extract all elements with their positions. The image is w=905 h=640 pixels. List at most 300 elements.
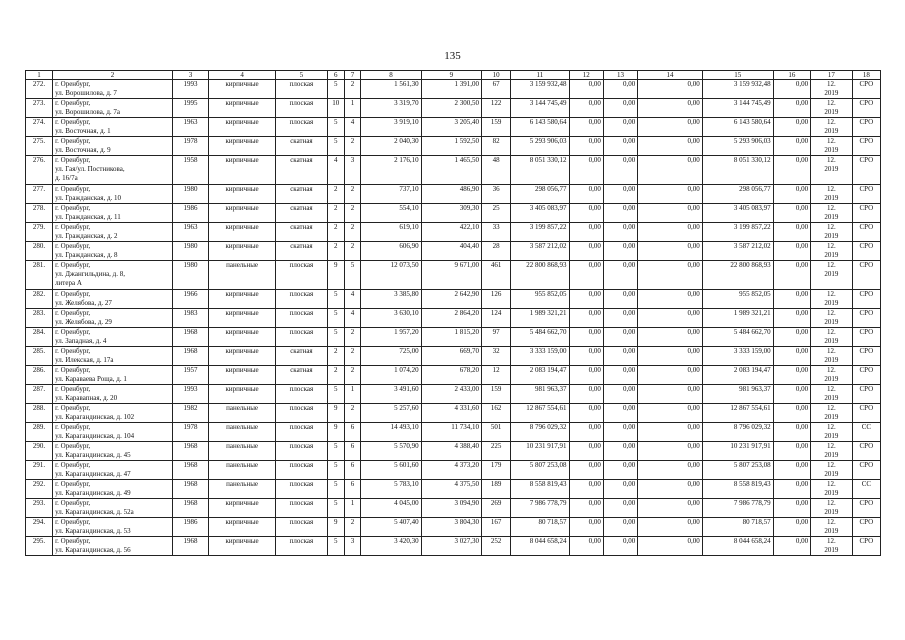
cell-total-cost: 5 807 253,08	[511, 461, 569, 480]
column-number-18: 18	[852, 71, 880, 80]
cell-plan-period	[811, 99, 853, 118]
column-number-2: 2	[53, 71, 173, 80]
address-line: г. Оренбург,	[55, 518, 91, 526]
cell-col-13: 0,00	[603, 328, 637, 347]
cell-build-year: 1986	[172, 518, 208, 537]
cell-total-area: 3 919,10	[361, 118, 421, 137]
cell-residents: 97	[482, 328, 511, 347]
cell-row-number: 279.	[26, 223, 53, 242]
cell-residents: 167	[482, 518, 511, 537]
cell-entrances: 2	[344, 366, 361, 385]
cell-entrances: 2	[344, 518, 361, 537]
cell-row-number: 294.	[26, 518, 53, 537]
address-line: г. Оренбург,	[55, 156, 91, 164]
address-line: г. Оренбург,	[55, 366, 91, 374]
cell-col-16: 0,00	[773, 156, 810, 185]
cell-entrances: 2	[344, 185, 361, 204]
cell-col-13: 0,00	[603, 518, 637, 537]
cell-build-year: 1995	[172, 99, 208, 118]
cell-row-number: 288.	[26, 404, 53, 423]
cell-roof-type: плоская	[275, 328, 327, 347]
table-row	[26, 404, 881, 423]
cell-col-15: 80 718,57	[702, 518, 773, 537]
column-number-3: 3	[172, 71, 208, 80]
cell-funding-method: СС	[852, 480, 880, 499]
cell-living-area: 309,30	[421, 204, 481, 223]
cell-col-16: 0,00	[773, 423, 810, 442]
cell-col-15: 8 558 819,43	[702, 480, 773, 499]
table-row	[26, 347, 881, 366]
cell-col-14: 0,00	[638, 423, 703, 442]
cell-residents: 33	[482, 223, 511, 242]
cell-col-12: 0,00	[569, 80, 603, 99]
cell-funding-method: СРО	[852, 137, 880, 156]
cell-roof-type: плоская	[275, 385, 327, 404]
cell-funding-method: СРО	[852, 242, 880, 261]
cell-build-year: 1966	[172, 290, 208, 309]
address-line: литера А	[55, 279, 82, 287]
cell-build-year: 1968	[172, 461, 208, 480]
cell-wall-material: панельные	[209, 442, 276, 461]
cell-plan-period	[811, 423, 853, 442]
cell-entrances: 2	[344, 137, 361, 156]
cell-floors: 5	[327, 137, 344, 156]
cell-col-13: 0,00	[603, 423, 637, 442]
plan-period-line: 2019	[824, 394, 839, 402]
cell-entrances: 4	[344, 118, 361, 137]
table-row	[26, 518, 881, 537]
cell-build-year: 1983	[172, 309, 208, 328]
plan-period-line: 12.	[827, 347, 836, 355]
cell-build-year: 1980	[172, 261, 208, 290]
cell-total-area: 725,00	[361, 347, 421, 366]
plan-period-line: 2019	[824, 89, 839, 97]
cell-total-area: 14 493,10	[361, 423, 421, 442]
cell-plan-period	[811, 137, 853, 156]
cell-floors: 4	[327, 156, 344, 185]
cell-funding-method: СРО	[852, 290, 880, 309]
cell-entrances: 6	[344, 461, 361, 480]
cell-living-area: 4 331,60	[421, 404, 481, 423]
cell-living-area: 3 027,30	[421, 537, 481, 556]
cell-residents: 12	[482, 366, 511, 385]
cell-floors: 5	[327, 480, 344, 499]
cell-col-12: 0,00	[569, 366, 603, 385]
address-line: ул. Карагандинская, д. 47	[55, 470, 131, 478]
cell-entrances: 4	[344, 290, 361, 309]
address-line: ул. Желябова, д. 29	[55, 318, 112, 326]
cell-living-area: 669,70	[421, 347, 481, 366]
plan-period-line: 12.	[827, 290, 836, 298]
cell-roof-type: скатная	[275, 204, 327, 223]
plan-period-line: 2019	[824, 108, 839, 116]
cell-roof-type: плоская	[275, 118, 327, 137]
table-row	[26, 80, 881, 99]
cell-funding-method: СРО	[852, 185, 880, 204]
plan-period-line: 2019	[824, 546, 839, 554]
cell-row-number: 289.	[26, 423, 53, 442]
cell-col-14: 0,00	[638, 185, 703, 204]
cell-wall-material: панельные	[209, 261, 276, 290]
cell-total-area: 5 783,10	[361, 480, 421, 499]
plan-period-line: 12.	[827, 480, 836, 488]
cell-floors: 10	[327, 99, 344, 118]
cell-col-13: 0,00	[603, 537, 637, 556]
cell-roof-type: скатная	[275, 137, 327, 156]
cell-residents: 189	[482, 480, 511, 499]
cell-col-15: 7 986 778,79	[702, 499, 773, 518]
cell-total-cost: 2 083 194,47	[511, 366, 569, 385]
cell-wall-material: кирпичные	[209, 537, 276, 556]
cell-row-number: 291.	[26, 461, 53, 480]
cell-total-area: 2 176,10	[361, 156, 421, 185]
table-row	[26, 118, 881, 137]
table-row	[26, 261, 881, 290]
cell-living-area: 422,10	[421, 223, 481, 242]
cell-row-number: 286.	[26, 366, 53, 385]
plan-period-line: 2019	[824, 413, 839, 421]
cell-plan-period	[811, 118, 853, 137]
cell-floors: 5	[327, 499, 344, 518]
cell-total-area: 1 074,20	[361, 366, 421, 385]
cell-residents: 159	[482, 118, 511, 137]
plan-period-line: 12.	[827, 328, 836, 336]
cell-wall-material: кирпичные	[209, 156, 276, 185]
cell-address	[53, 385, 173, 404]
cell-floors: 5	[327, 461, 344, 480]
cell-total-area: 4 045,00	[361, 499, 421, 518]
cell-address	[53, 223, 173, 242]
cell-wall-material: кирпичные	[209, 204, 276, 223]
cell-address	[53, 518, 173, 537]
cell-col-15: 5 484 662,70	[702, 328, 773, 347]
plan-period-line: 2019	[824, 375, 839, 383]
cell-wall-material: кирпичные	[209, 118, 276, 137]
cell-floors: 5	[327, 118, 344, 137]
cell-col-13: 0,00	[603, 185, 637, 204]
cell-plan-period	[811, 309, 853, 328]
cell-col-15: 3 159 932,48	[702, 80, 773, 99]
cell-col-14: 0,00	[638, 347, 703, 366]
cell-build-year: 1993	[172, 80, 208, 99]
cell-living-area: 486,90	[421, 185, 481, 204]
cell-col-12: 0,00	[569, 261, 603, 290]
cell-plan-period	[811, 347, 853, 366]
cell-funding-method: СРО	[852, 347, 880, 366]
cell-funding-method: СС	[852, 423, 880, 442]
cell-col-14: 0,00	[638, 385, 703, 404]
cell-living-area: 1 815,20	[421, 328, 481, 347]
cell-living-area: 2 864,20	[421, 309, 481, 328]
cell-funding-method: СРО	[852, 442, 880, 461]
cell-floors: 9	[327, 423, 344, 442]
address-line: ул. Карагандинская, д. 102	[55, 413, 135, 421]
cell-col-13: 0,00	[603, 499, 637, 518]
cell-living-area: 678,20	[421, 366, 481, 385]
cell-col-14: 0,00	[638, 404, 703, 423]
cell-col-12: 0,00	[569, 385, 603, 404]
cell-total-area: 619,10	[361, 223, 421, 242]
cell-build-year: 1986	[172, 204, 208, 223]
table-row	[26, 223, 881, 242]
cell-col-14: 0,00	[638, 480, 703, 499]
cell-roof-type: скатная	[275, 223, 327, 242]
column-number-1: 1	[26, 71, 53, 80]
plan-period-line: 12.	[827, 366, 836, 374]
cell-address	[53, 404, 173, 423]
cell-total-cost: 8 796 029,32	[511, 423, 569, 442]
cell-col-13: 0,00	[603, 309, 637, 328]
address-line: д. 16/7а	[55, 174, 78, 182]
cell-roof-type: плоская	[275, 499, 327, 518]
cell-col-12: 0,00	[569, 290, 603, 309]
cell-plan-period	[811, 204, 853, 223]
plan-period-line: 12.	[827, 499, 836, 507]
cell-col-12: 0,00	[569, 99, 603, 118]
plan-period-line: 2019	[824, 318, 839, 326]
cell-wall-material: панельные	[209, 404, 276, 423]
cell-col-16: 0,00	[773, 385, 810, 404]
plan-period-line: 12.	[827, 537, 836, 545]
address-line: г. Оренбург,	[55, 461, 91, 469]
column-number-10: 10	[482, 71, 511, 80]
cell-residents: 48	[482, 156, 511, 185]
cell-funding-method: СРО	[852, 404, 880, 423]
cell-col-16: 0,00	[773, 537, 810, 556]
address-line: ул. Гражданская, д. 11	[55, 213, 121, 221]
cell-entrances: 2	[344, 204, 361, 223]
address-line: ул. Гражданская, д. 2	[55, 232, 118, 240]
cell-col-16: 0,00	[773, 223, 810, 242]
plan-period-line: 12.	[827, 156, 836, 164]
cell-col-14: 0,00	[638, 366, 703, 385]
cell-col-13: 0,00	[603, 261, 637, 290]
cell-col-12: 0,00	[569, 328, 603, 347]
column-number-11: 11	[511, 71, 569, 80]
cell-col-12: 0,00	[569, 223, 603, 242]
address-line: ул. Гражданская, д. 10	[55, 194, 122, 202]
address-line: ул. Ворошилова, д. 7а	[55, 108, 121, 116]
address-line: г. Оренбург,	[55, 185, 91, 193]
cell-residents: 28	[482, 242, 511, 261]
cell-build-year: 1957	[172, 366, 208, 385]
table-row	[26, 385, 881, 404]
column-number-6: 6	[327, 71, 344, 80]
cell-col-15: 3 405 083,97	[702, 204, 773, 223]
column-number-9: 9	[421, 71, 481, 80]
plan-period-line: 12.	[827, 518, 836, 526]
address-line: ул. Желябова, д. 27	[55, 299, 112, 307]
cell-total-area: 1 561,30	[361, 80, 421, 99]
plan-period-line: 12.	[827, 404, 836, 412]
cell-col-13: 0,00	[603, 99, 637, 118]
plan-period-line: 12.	[827, 309, 836, 317]
cell-roof-type: скатная	[275, 185, 327, 204]
plan-period-line: 12.	[827, 185, 836, 193]
cell-plan-period	[811, 537, 853, 556]
cell-row-number: 292.	[26, 480, 53, 499]
cell-col-12: 0,00	[569, 404, 603, 423]
cell-total-cost: 981 963,37	[511, 385, 569, 404]
cell-total-cost: 3 199 857,22	[511, 223, 569, 242]
address-line: ул. Карагандинская, д. 53	[55, 527, 131, 535]
cell-funding-method: СРО	[852, 223, 880, 242]
cell-wall-material: панельные	[209, 461, 276, 480]
cell-col-15: 5 293 906,03	[702, 137, 773, 156]
cell-col-12: 0,00	[569, 499, 603, 518]
cell-address	[53, 499, 173, 518]
plan-period-line: 2019	[824, 337, 839, 345]
cell-address	[53, 347, 173, 366]
cell-address	[53, 80, 173, 99]
cell-col-12: 0,00	[569, 185, 603, 204]
column-number-15: 15	[702, 71, 773, 80]
address-line: ул. Карагандинская, д. 49	[55, 489, 131, 497]
cell-row-number: 275.	[26, 137, 53, 156]
cell-total-cost: 5 484 662,70	[511, 328, 569, 347]
cell-wall-material: кирпичные	[209, 99, 276, 118]
cell-floors: 5	[327, 385, 344, 404]
cell-floors: 2	[327, 347, 344, 366]
column-number-14: 14	[638, 71, 703, 80]
cell-plan-period	[811, 223, 853, 242]
plan-period-line: 12.	[827, 385, 836, 393]
cell-total-cost: 955 852,05	[511, 290, 569, 309]
cell-col-16: 0,00	[773, 118, 810, 137]
cell-col-15: 8 051 330,12	[702, 156, 773, 185]
cell-col-16: 0,00	[773, 328, 810, 347]
cell-entrances: 6	[344, 442, 361, 461]
cell-residents: 162	[482, 404, 511, 423]
cell-row-number: 272.	[26, 80, 53, 99]
plan-period-line: 2019	[824, 194, 839, 202]
address-line: г. Оренбург,	[55, 242, 91, 250]
cell-roof-type: скатная	[275, 347, 327, 366]
cell-col-12: 0,00	[569, 423, 603, 442]
cell-total-cost: 3 159 932,48	[511, 80, 569, 99]
cell-total-cost: 3 144 745,49	[511, 99, 569, 118]
cell-wall-material: панельные	[209, 423, 276, 442]
cell-address	[53, 537, 173, 556]
table-row	[26, 99, 881, 118]
plan-period-line: 2019	[824, 127, 839, 135]
cell-floors: 5	[327, 80, 344, 99]
address-line: г. Оренбург,	[55, 404, 91, 412]
cell-residents: 82	[482, 137, 511, 156]
cell-build-year: 1980	[172, 242, 208, 261]
address-line: г. Оренбург,	[55, 137, 91, 145]
cell-col-15: 12 867 554,61	[702, 404, 773, 423]
cell-total-area: 3 420,30	[361, 537, 421, 556]
address-line: ул. Джангильдина, д. 8,	[55, 270, 125, 278]
cell-floors: 9	[327, 261, 344, 290]
cell-entrances: 1	[344, 99, 361, 118]
cell-col-14: 0,00	[638, 518, 703, 537]
cell-col-13: 0,00	[603, 137, 637, 156]
cell-col-16: 0,00	[773, 290, 810, 309]
table-row	[26, 204, 881, 223]
cell-funding-method: СРО	[852, 537, 880, 556]
address-line: г. Оренбург,	[55, 347, 91, 355]
cell-roof-type: скатная	[275, 366, 327, 385]
cell-living-area: 2 433,00	[421, 385, 481, 404]
address-line: ул. Гражданская, д. 8	[55, 251, 118, 259]
cell-funding-method: СРО	[852, 156, 880, 185]
cell-total-area: 554,10	[361, 204, 421, 223]
cell-total-area: 606,90	[361, 242, 421, 261]
cell-total-cost: 12 867 554,61	[511, 404, 569, 423]
address-line: ул. Западная, д. 4	[55, 337, 107, 345]
plan-period-line: 2019	[824, 508, 839, 516]
address-line: г. Оренбург,	[55, 385, 91, 393]
cell-col-13: 0,00	[603, 242, 637, 261]
address-line: г. Оренбург,	[55, 80, 91, 88]
cell-wall-material: кирпичные	[209, 328, 276, 347]
cell-col-16: 0,00	[773, 461, 810, 480]
plan-period-line: 2019	[824, 232, 839, 240]
cell-col-16: 0,00	[773, 204, 810, 223]
cell-residents: 32	[482, 347, 511, 366]
cell-build-year: 1980	[172, 185, 208, 204]
cell-floors: 2	[327, 366, 344, 385]
cell-address	[53, 242, 173, 261]
cell-address	[53, 328, 173, 347]
cell-total-cost: 1 989 321,21	[511, 309, 569, 328]
cell-col-13: 0,00	[603, 442, 637, 461]
cell-living-area: 4 388,40	[421, 442, 481, 461]
address-line: г. Оренбург,	[55, 118, 91, 126]
cell-plan-period	[811, 442, 853, 461]
cell-build-year: 1968	[172, 347, 208, 366]
cell-col-14: 0,00	[638, 499, 703, 518]
cell-address	[53, 366, 173, 385]
cell-row-number: 280.	[26, 242, 53, 261]
cell-row-number: 277.	[26, 185, 53, 204]
cell-total-area: 5 601,60	[361, 461, 421, 480]
cell-total-cost: 3 587 212,02	[511, 242, 569, 261]
cell-entrances: 6	[344, 480, 361, 499]
cell-plan-period	[811, 80, 853, 99]
cell-col-12: 0,00	[569, 480, 603, 499]
cell-entrances: 2	[344, 404, 361, 423]
cell-build-year: 1968	[172, 328, 208, 347]
cell-build-year: 1978	[172, 423, 208, 442]
page-number: 135	[444, 50, 461, 62]
cell-col-15: 22 800 868,93	[702, 261, 773, 290]
cell-residents: 67	[482, 80, 511, 99]
cell-col-14: 0,00	[638, 290, 703, 309]
cell-build-year: 1978	[172, 137, 208, 156]
cell-funding-method: СРО	[852, 204, 880, 223]
cell-living-area: 1 465,50	[421, 156, 481, 185]
cell-plan-period	[811, 242, 853, 261]
cell-build-year: 1982	[172, 404, 208, 423]
plan-period-line: 12.	[827, 223, 836, 231]
cell-total-cost: 6 143 580,64	[511, 118, 569, 137]
table-body	[26, 80, 881, 556]
cell-roof-type: скатная	[275, 242, 327, 261]
table-row	[26, 499, 881, 518]
cell-row-number: 278.	[26, 204, 53, 223]
cell-floors: 5	[327, 309, 344, 328]
cell-col-13: 0,00	[603, 204, 637, 223]
cell-total-area: 5 570,90	[361, 442, 421, 461]
plan-period-line: 2019	[824, 213, 839, 221]
cell-wall-material: кирпичные	[209, 309, 276, 328]
cell-living-area: 404,40	[421, 242, 481, 261]
cell-col-13: 0,00	[603, 223, 637, 242]
cell-residents: 501	[482, 423, 511, 442]
